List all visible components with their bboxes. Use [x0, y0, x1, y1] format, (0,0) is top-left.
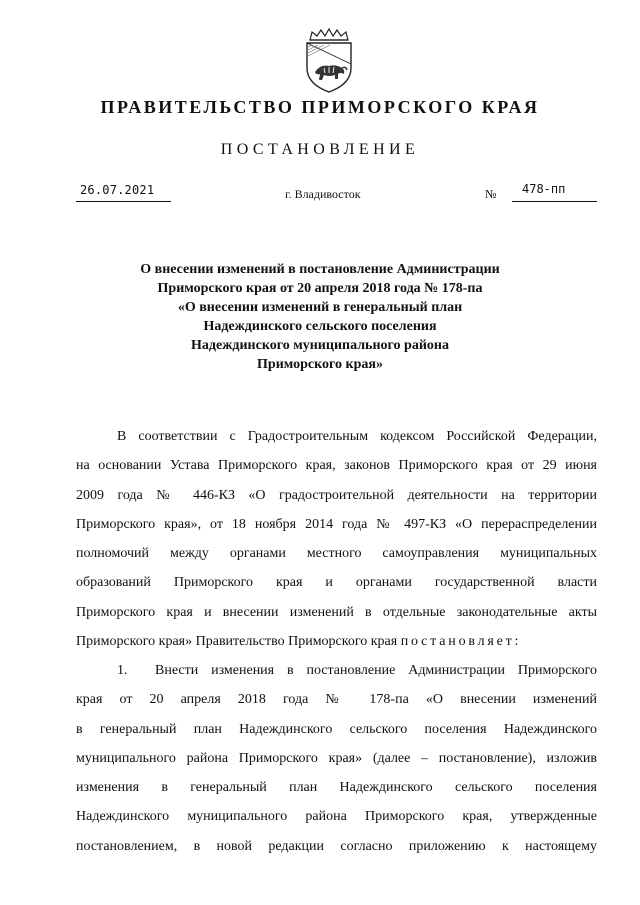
text-line: Приморского края», от 18 ноября 2014 года № 497-КЗ «О перераспределении [76, 516, 597, 532]
text-fragment: Приморского края» Правительство Приморского края [76, 633, 401, 649]
text-line: постановлением, в новой редакции согласно приложению к настоящему [76, 838, 597, 854]
text-line: на основании Устава Приморского края, законов Приморского края от 29 июня [76, 458, 597, 474]
subject-line: Приморского края от 20 апреля 2018 года № 178-па [157, 281, 483, 296]
document-type: ПОСТАНОВЛЕНИЕ [220, 141, 420, 158]
text-line: полномочий между органами местного самоуправления муниципальных [76, 546, 597, 561]
text-line: в генеральный план Надеждинского сельского поселения Надеждинского [76, 721, 597, 737]
document-date: 26.07.2021 [80, 183, 155, 197]
text-line [76, 656, 597, 685]
text-line: В соответствии с Градостроительным кодексом Российской Федерации, [117, 429, 597, 444]
preamble-paragraph [76, 422, 597, 656]
resolution-word: постановляет: [400, 633, 522, 649]
subject-line: Надеждинского сельского поселения [203, 319, 437, 334]
text-line: Надеждинского муниципального района Приморского края, утвержденные [76, 809, 597, 825]
date-underline [76, 201, 171, 202]
text-fragment: Внести изменения в постановление Администрации Приморского [155, 663, 597, 678]
government-title: ПРАВИТЕЛЬСТВО ПРИМОРСКОГО КРАЯ [100, 97, 540, 117]
city: г. Владивосток [285, 187, 361, 201]
number-underline [512, 201, 597, 202]
subject-line: «О внесении изменений в генеральный план [177, 300, 463, 315]
number-sign: № [485, 187, 497, 201]
text-line: Приморского края и внесении изменений в отдельные законодательные акты [76, 604, 597, 620]
text-line: края от 20 апреля 2018 года № 178-па «О внесении изменений [76, 692, 597, 708]
subject-heading [0, 260, 640, 374]
coat-of-arms [298, 28, 360, 94]
text-line [76, 627, 597, 656]
subject-line: О внесении изменений в постановление Администрации [140, 262, 500, 277]
body-text [76, 422, 597, 861]
subject-line: Надеждинского муниципального района [191, 338, 449, 353]
primorsky-krai-coat-of-arms-icon [298, 28, 360, 94]
document-number: 478-пп [522, 182, 566, 196]
text-line: образований Приморского края и органами государственной власти [76, 575, 597, 591]
item-number: 1. [117, 663, 128, 678]
text-line: муниципального района Приморского края» (далее – постановление), изложив [76, 750, 597, 766]
text-line: 2009 года № 446-КЗ «О градостроительной деятельности на территории [76, 487, 597, 503]
subject-line: Приморского края» [257, 357, 383, 372]
text-line: изменения в генеральный план Надеждинского сельского поселения [76, 780, 597, 795]
item-1-paragraph [76, 656, 597, 861]
